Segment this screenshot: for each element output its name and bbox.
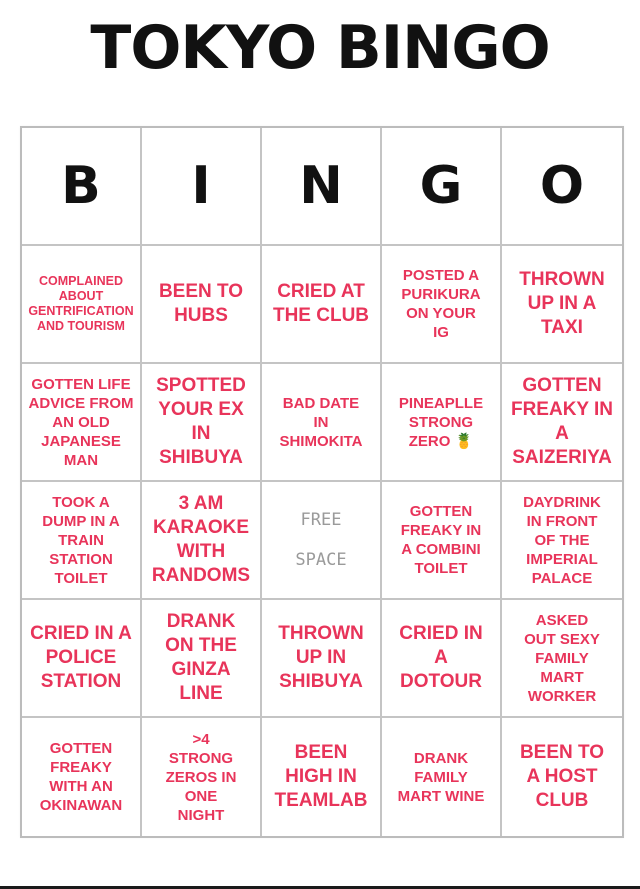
- bingo-cell: [142, 482, 262, 600]
- bingo-cell: [382, 718, 502, 836]
- bingo-cell: [142, 246, 262, 364]
- bingo-cell-text: SPOTTED YOUR EX IN SHIBUYA: [156, 375, 246, 468]
- bingo-cell-text: THROWN UP IN SHIBUYA: [278, 623, 364, 692]
- header-letter-n: N: [262, 128, 382, 246]
- bingo-cell-text: GOTTEN LIFE ADVICE FROM AN OLD JAPANESE MAN: [28, 375, 134, 469]
- bingo-cell: [142, 364, 262, 482]
- bingo-cell-text: DAYDRINK IN FRONT OF THE IMPERIAL PALACE: [523, 493, 601, 587]
- bingo-cell-text: CRIED AT THE CLUB: [272, 281, 370, 326]
- bingo-board: [20, 126, 624, 838]
- bingo-cell: [262, 246, 382, 364]
- header-letter-g: G: [382, 128, 502, 246]
- bingo-cell-text: THROWN UP IN A TAXI: [519, 269, 605, 338]
- bingo-cell: [502, 482, 622, 600]
- bingo-cell-text: POSTED A PURIKURA ON YOUR IG: [401, 267, 481, 341]
- bingo-cell: [22, 600, 142, 718]
- bingo-cell-text: GOTTEN FREAKY IN A SAIZERIYA: [510, 375, 614, 468]
- bingo-cell: [502, 718, 622, 836]
- bingo-cell: [142, 718, 262, 836]
- bingo-cell-text: ASKED OUT SEXY FAMILY MART WORKER: [524, 611, 600, 705]
- bingo-cell: [262, 600, 382, 718]
- bingo-cell: [502, 600, 622, 718]
- page-title: TOKYO BINGO: [90, 13, 550, 83]
- bingo-cell-text: CRIED IN A DOTOUR: [399, 623, 483, 692]
- bingo-cell: [382, 246, 502, 364]
- bingo-cell: [382, 482, 502, 600]
- bingo-cell-text: CRIED IN A POLICE STATION: [30, 623, 132, 692]
- header-letter-o: O: [502, 128, 622, 246]
- bingo-cell-text: DRANK ON THE GINZA LINE: [165, 611, 237, 704]
- bingo-cell: [22, 364, 142, 482]
- bingo-cell-text: FREE SPACE: [295, 510, 347, 570]
- bingo-cell-text: PINEAPLLE STRONG ZERO 🍍: [398, 394, 484, 450]
- bingo-cell-text: >4 STRONG ZEROS IN ONE NIGHT: [165, 730, 237, 824]
- bingo-cell: [262, 364, 382, 482]
- bingo-cell: [22, 482, 142, 600]
- bingo-cell-text: 3 AM KARAOKE WITH RANDOMS: [151, 493, 251, 586]
- bingo-cell: [22, 246, 142, 364]
- bingo-cell-text: BEEN HIGH IN TEAMLAB: [274, 742, 368, 811]
- bingo-cell-text: BAD DATE IN SHIMOKITA: [279, 394, 363, 450]
- bingo-cell-text: BEEN TO A HOST CLUB: [519, 742, 605, 811]
- header-letter-b: B: [22, 128, 142, 246]
- bingo-cell-free-space: [262, 482, 382, 600]
- bingo-cell-text: GOTTEN FREAKY IN A COMBINI TOILET: [400, 503, 482, 577]
- bingo-cell-text: COMPLAINED ABOUT GENTRIFICATION AND TOURISM: [28, 274, 134, 333]
- bingo-cell-text: TOOK A DUMP IN A TRAIN STATION TOILET: [42, 493, 120, 587]
- header-letter-i: I: [142, 128, 262, 246]
- bingo-cell: [502, 246, 622, 364]
- bingo-cell: [382, 600, 502, 718]
- bingo-cell: [262, 718, 382, 836]
- bingo-cell: [22, 718, 142, 836]
- bingo-cell: [382, 364, 502, 482]
- bingo-cell-text: GOTTEN FREAKY WITH AN OKINAWAN: [39, 740, 123, 814]
- bingo-cell: [502, 364, 622, 482]
- bingo-cell-text: DRANK FAMILY MART WINE: [397, 749, 485, 805]
- bingo-cell-text: BEEN TO HUBS: [158, 281, 244, 326]
- bingo-cell: [142, 600, 262, 718]
